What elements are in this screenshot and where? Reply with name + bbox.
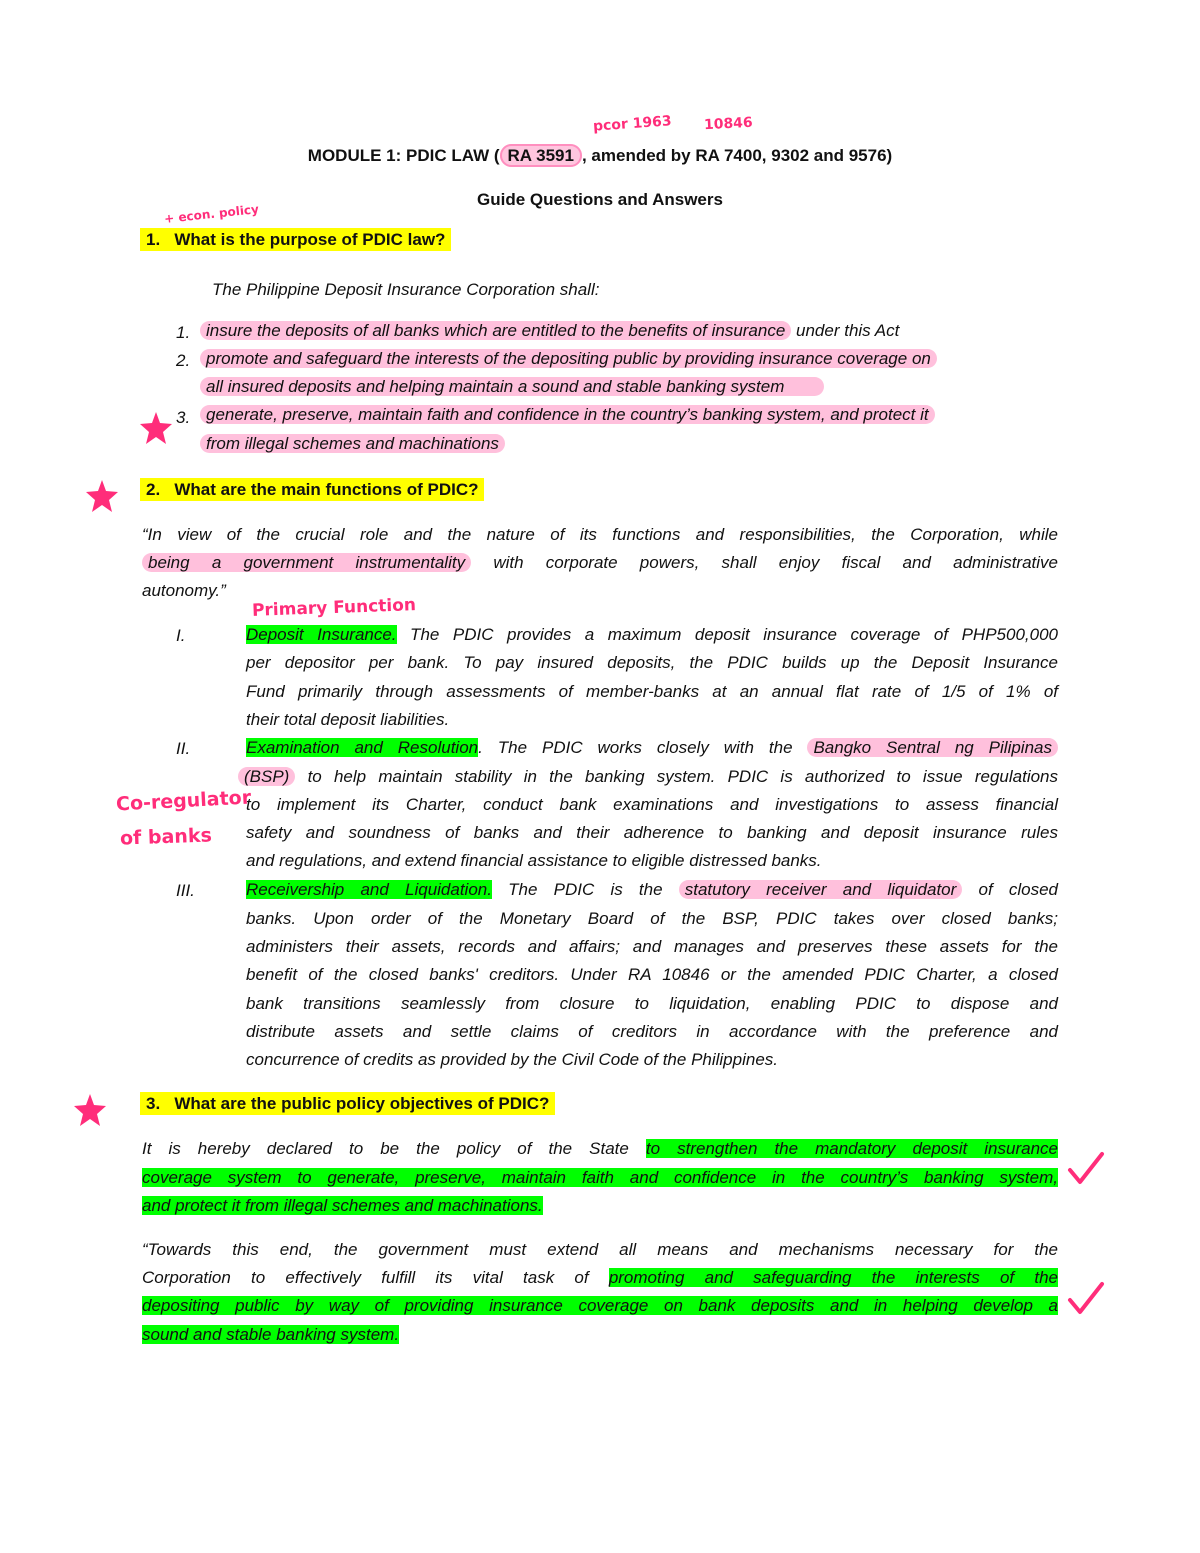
q3-p2-line1: “Towards this end, the government must extend all means and mechanisms necessary for the — [142, 1240, 1058, 1259]
question-2-text: 2. What are the main functions of PDIC? — [140, 478, 484, 501]
star-icon — [136, 408, 176, 448]
function-1-line2: per depositor per bank. To pay insured deposits, the PDIC builds up the Deposit Insurance — [246, 653, 1058, 672]
q1-item-3-num: 3. — [176, 408, 191, 427]
q3-p1-line3: and protect it from illegal schemes and machinations. — [142, 1196, 543, 1215]
q3-p2-line2: Corporation to effectively fulfill its vital task of promoting and safeguarding the interests of the — [142, 1268, 1058, 1287]
q1-item-1-num: 1. — [176, 323, 191, 342]
q3-p1-line2: coverage system to generate, preserve, maintain faith and confidence in the country’s banking system, — [142, 1168, 1058, 1187]
q1-intro: The Philippine Deposit Insurance Corporation shall: — [212, 280, 600, 299]
q1-item-3-line1: generate, preserve, maintain faith and confidence in the country’s banking system, and protect it — [200, 405, 935, 425]
function-1-name: Deposit Insurance. — [246, 625, 397, 644]
function-1-line3: Fund primarily through assessments of member-banks at an annual flat rate of 1/5 of 1% of — [246, 682, 1058, 701]
star-icon — [70, 1090, 110, 1130]
function-3-line4: benefit of the closed banks' creditors. Under RA 10846 or the amended PDIC Charter, a closed — [246, 965, 1058, 984]
function-2-line2: (BSP) to help maintain stability in the banking system. PDIC is authorized to issue regulations — [238, 763, 1058, 791]
page-subtitle: Guide Questions and Answers — [477, 190, 723, 209]
function-2-line4: safety and soundness of banks and their adherence to banking and deposit insurance rules — [246, 823, 1058, 842]
question-3 — [140, 1094, 555, 1114]
q1-item-1: insure the deposits of all banks which are entitled to the benefits of insurance under this Act — [200, 321, 899, 341]
function-3-line6: distribute assets and settle claims of creditors in accordance with the preference and — [246, 1022, 1058, 1041]
q2-quote-line2: being a government instrumentality with corporate powers, shall enjoy fiscal and administrative — [142, 549, 1058, 577]
function-3-line2: banks. Upon order of the Monetary Board of the BSP, PDIC takes over closed banks; — [246, 909, 1058, 928]
q1-item-3-line2: from illegal schemes and machinations — [200, 434, 505, 454]
function-3-line7: concurrence of credits as provided by the Civil Code of the Philippines. — [246, 1050, 779, 1069]
q3-p2-line3: depositing public by way of providing insurance coverage on bank deposits and in helping develop a — [142, 1296, 1058, 1315]
function-3-name: Receivership and Liquidation. — [246, 880, 492, 899]
handwritten-co-regulator: Co-regulator — [115, 786, 252, 816]
function-3-numeral: III. — [176, 881, 195, 900]
function-1-line4: their total deposit liabilities. — [246, 710, 450, 729]
checkmark-icon — [1066, 1150, 1106, 1190]
page-title: MODULE 1: PDIC LAW ( RA 3591 , amended by RA 7400, 9302 and 9576) — [307, 146, 893, 165]
handwritten-primary-function: Primary Function — [251, 595, 417, 621]
handwritten-note-ra: 10846 — [703, 114, 754, 134]
function-3-line1: Receivership and Liquidation. The PDIC is the statutory receiver and liquidator of closed — [246, 880, 1059, 899]
function-1-line1: Deposit Insurance. The PDIC provides a maximum deposit insurance coverage of PHP500,000 — [246, 625, 1058, 644]
function-2-name: Examination and Resolution — [246, 738, 479, 757]
star-icon — [82, 476, 122, 516]
function-3-line3: administers their assets, records and affairs; and manages and preserves these assets for the — [246, 937, 1058, 956]
question-1 — [140, 230, 451, 250]
checkmark-icon — [1066, 1280, 1106, 1320]
function-2-line1: Examination and Resolution. The PDIC works closely with the Bangko Sentral ng Pilipinas — [246, 734, 1058, 762]
handwritten-note-year: pcor 1963 — [592, 113, 673, 135]
question-2 — [140, 480, 484, 500]
q1-item-2-line2: all insured deposits and helping maintain a sound and stable banking system — [200, 377, 824, 397]
ra-highlight: RA 3591 — [500, 144, 582, 167]
function-2-line5: and regulations, and extend financial assistance to eligible distressed banks. — [246, 851, 822, 870]
function-2-numeral: II. — [176, 739, 191, 758]
q2-quote-line1: “In view of the crucial role and the nature of its functions and responsibilities, the Corporation, while — [142, 525, 1058, 544]
question-3-text: 3. What are the public policy objectives of PDIC? — [140, 1092, 555, 1115]
q1-item-2-num: 2. — [176, 351, 191, 370]
q2-quote-line3: autonomy.” — [142, 581, 226, 600]
handwritten-note-econ: + econ. policy — [163, 202, 260, 226]
function-3-line5: bank transitions seamlessly from closure to liquidation, enabling PDIC to dispose and — [246, 994, 1058, 1013]
handwritten-of-banks: of banks — [119, 824, 213, 850]
function-1-numeral: I. — [176, 626, 186, 645]
q1-item-2-line1: promote and safeguard the interests of the depositing public by providing insurance coverage on — [200, 349, 937, 369]
q3-p2-line4: sound and stable banking system. — [142, 1325, 400, 1344]
q3-p1-line1: It is hereby declared to be the policy of the State to strengthen the mandatory deposit insurance — [142, 1139, 1058, 1158]
function-2-line3: to implement its Charter, conduct bank examinations and investigations to assess financial — [246, 795, 1058, 814]
question-1-text: 1. What is the purpose of PDIC law? — [140, 228, 451, 251]
